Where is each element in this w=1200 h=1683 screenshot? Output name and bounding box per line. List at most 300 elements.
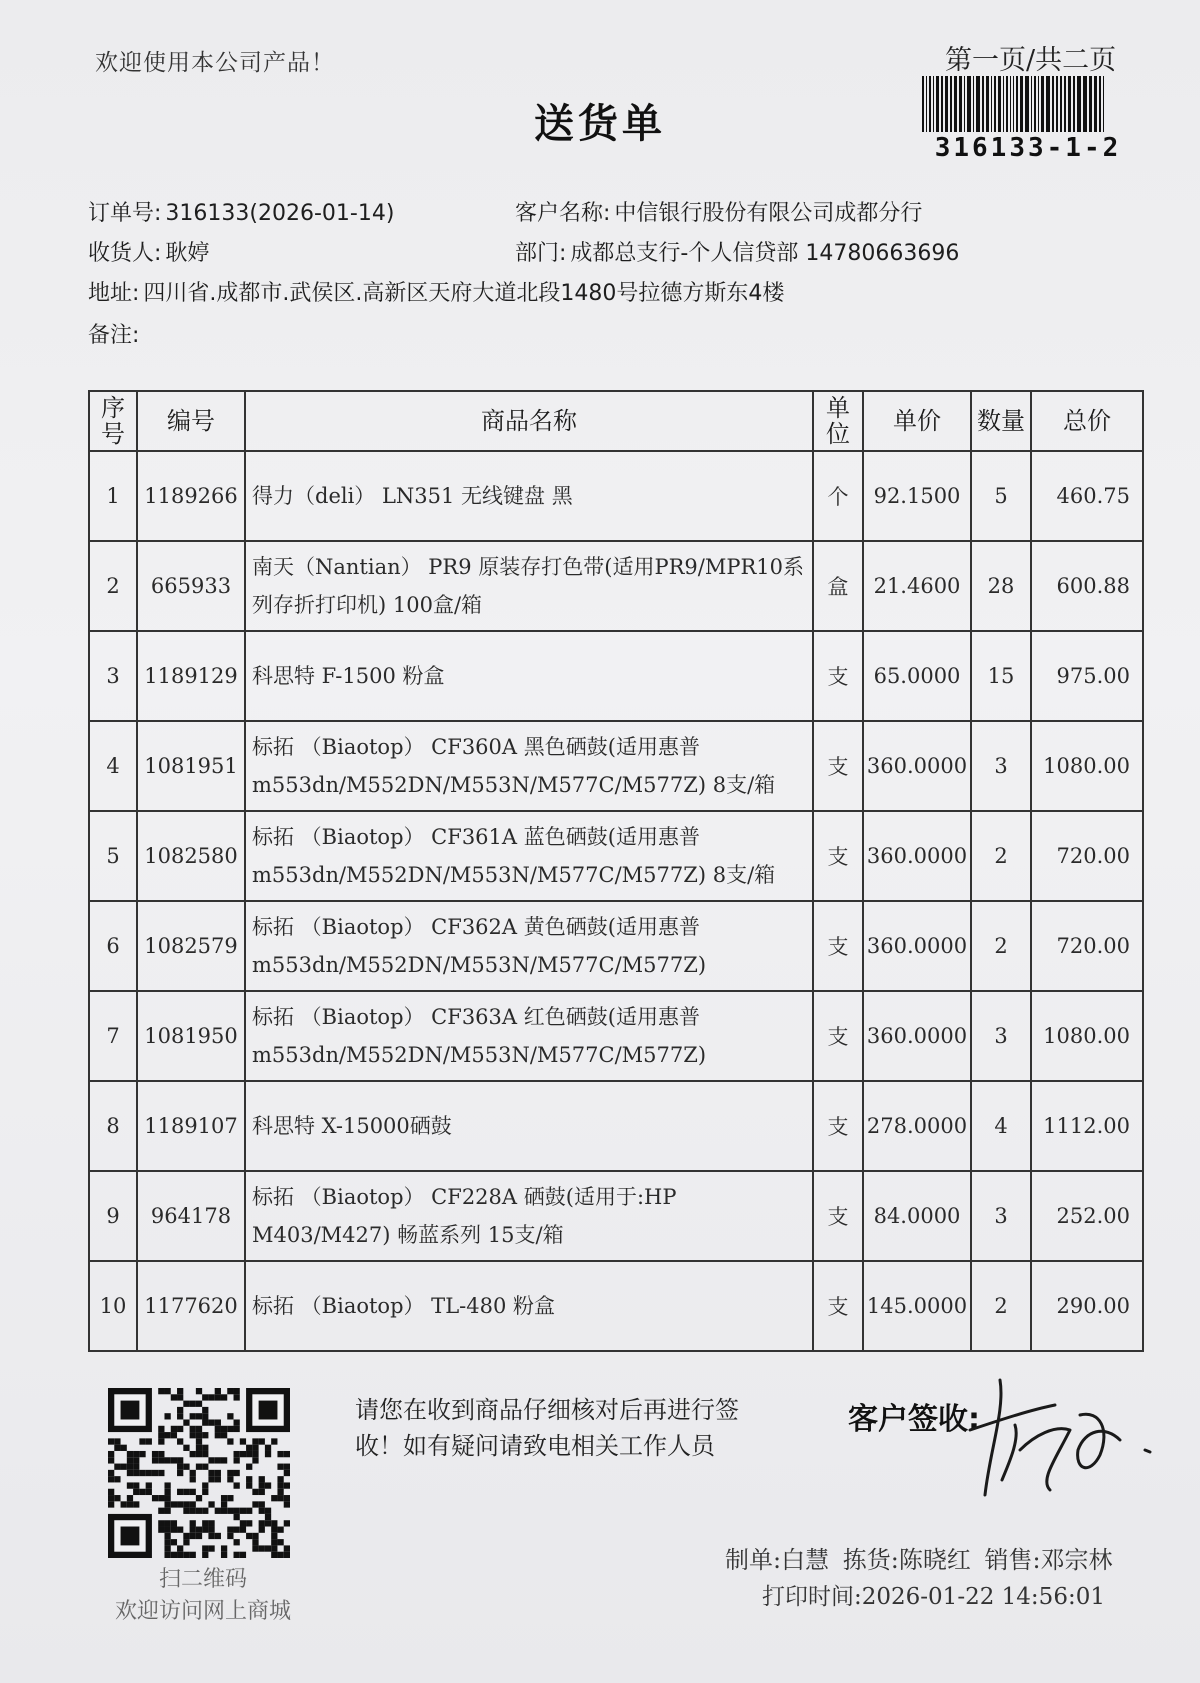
qr-module [177,1470,183,1476]
department-label: 部门: [515,241,567,266]
qr-module [139,1489,145,1495]
qr-module [240,1508,246,1514]
qr-module [177,1489,183,1495]
qr-module [252,1545,258,1551]
qr-module [171,1432,177,1438]
qr-module [284,1482,290,1488]
qr-module [215,1533,221,1539]
qr-caption-scan: 扫二维码 [158,1567,247,1592]
qr-module [277,1476,283,1482]
row-code-cell: 1189129 [137,631,245,721]
qr-module [252,1501,258,1507]
qr-module [284,1495,290,1501]
qr-module [208,1527,214,1533]
qr-module [227,1495,233,1501]
header-unit: 单位 [813,391,863,451]
header-seq: 序号 [89,391,137,451]
qr-module [164,1552,170,1558]
qr-module [284,1451,290,1457]
table-row [89,1261,1143,1351]
qr-module [108,1489,114,1495]
qr-module [234,1482,240,1488]
qr-finder-pattern [121,1527,140,1546]
row-total-cell: 600.88 [1031,541,1143,631]
qr-module [183,1539,189,1545]
qr-module [271,1438,277,1444]
qr-module [190,1432,196,1438]
qr-module [177,1413,183,1419]
qr-module [164,1489,170,1495]
qr-module [246,1464,252,1470]
handwritten-signature [960,1370,1160,1500]
row-name-cell: 科思特 F-1500 粉盒 [245,631,813,721]
qr-module [164,1388,170,1394]
qr-module [240,1527,246,1533]
qr-module [158,1438,164,1444]
receiver-value: 耿婷 [165,241,210,266]
qr-module [202,1407,208,1413]
qr-module [196,1413,202,1419]
row-price-cell: 278.0000 [863,1081,971,1171]
qr-module [190,1451,196,1457]
qr-module [234,1470,240,1476]
qr-module [127,1457,133,1463]
qr-module [215,1426,221,1432]
qr-module [202,1482,208,1488]
address-value: 四川省.成都市.武侯区.高新区天府大道北段1480号拉德方斯东4楼 [143,281,785,306]
header-total: 总价 [1031,391,1143,451]
qr-module [158,1508,164,1514]
qr-module [221,1426,227,1432]
qr-module [265,1451,271,1457]
qr-module [277,1489,283,1495]
qr-module [271,1533,277,1539]
qr-module [177,1457,183,1463]
qr-module [246,1482,252,1488]
qr-module [158,1451,164,1457]
qr-module [277,1482,283,1488]
qr-module [202,1451,208,1457]
qr-module [208,1457,214,1463]
row-code-cell: 1189266 [137,451,245,541]
qr-module [215,1476,221,1482]
qr-module [208,1533,214,1539]
qr-module [259,1482,265,1488]
row-seq-cell: 5 [89,811,137,901]
receiver-label: 收货人: [88,241,162,266]
qr-module [171,1527,177,1533]
qr-module [183,1464,189,1470]
row-price-cell: 360.0000 [863,721,971,811]
row-total-cell: 460.75 [1031,451,1143,541]
qr-module [234,1457,240,1463]
qr-module [164,1527,170,1533]
qr-module [114,1476,120,1482]
row-seq-cell: 9 [89,1171,137,1261]
order-number-label: 订单号: [88,201,162,226]
qr-module [127,1470,133,1476]
qr-module [133,1451,139,1457]
row-qty-cell: 2 [971,811,1031,901]
qr-module [158,1426,164,1432]
row-name-cell: 标拓 （Biaotop） CF228A 硒鼓(适用于:HP M403/M427) 畅蓝系列 15支/箱 [245,1171,813,1261]
qr-module [196,1508,202,1514]
qr-module [133,1457,139,1463]
row-name-cell: 标拓 （Biaotop） CF360A 黑色硒鼓(适用惠普 m553dn/M552DN/M553N/M577C/M577Z) 8支/箱 [245,721,813,811]
qr-caption-welcome: 欢迎访问网上商城 [114,1599,291,1624]
qr-finder-pattern [121,1401,140,1420]
qr-module [164,1457,170,1463]
qr-module [190,1489,196,1495]
qr-module [139,1438,145,1444]
qr-module [234,1527,240,1533]
qr-module [202,1520,208,1526]
qr-module [227,1413,233,1419]
qr-module [202,1394,208,1400]
row-code-cell: 1082579 [137,901,245,991]
table-row [89,991,1143,1081]
row-unit-cell: 支 [813,811,863,901]
qr-module [177,1394,183,1400]
qr-module [277,1527,283,1533]
qr-module [234,1426,240,1432]
qr-module [183,1445,189,1451]
qr-module [114,1464,120,1470]
qr-module [271,1520,277,1526]
qr-module [252,1533,258,1539]
header-code: 编号 [137,391,245,451]
header-unit-price: 单价 [863,391,971,451]
qr-module [114,1495,120,1501]
qr-module [183,1508,189,1514]
qr-module [196,1533,202,1539]
qr-module [240,1552,246,1558]
qr-module [121,1501,127,1507]
qr-module [171,1426,177,1432]
qr-module [190,1470,196,1476]
qr-module [164,1533,170,1539]
qr-module [190,1508,196,1514]
qr-module [252,1438,258,1444]
qr-module [265,1520,271,1526]
row-seq-cell: 8 [89,1081,137,1171]
qr-module [190,1426,196,1432]
qr-module [146,1482,152,1488]
qr-module [177,1501,183,1507]
qr-module [171,1457,177,1463]
qr-module [284,1501,290,1507]
qr-module [259,1438,265,1444]
row-qty-cell: 3 [971,991,1031,1081]
qr-module [221,1552,227,1558]
qr-module [190,1533,196,1539]
qr-module [183,1552,189,1558]
customer-name-label: 客户名称: [515,201,611,226]
barcode-number: 316133-1-2 [934,133,1122,163]
qr-module [208,1520,214,1526]
qr-module [215,1470,221,1476]
row-name-cell: 标拓 （Biaotop） TL-480 粉盒 [245,1261,813,1351]
row-seq-cell: 4 [89,721,137,811]
qr-module [164,1520,170,1526]
qr-module [259,1476,265,1482]
qr-module [108,1495,114,1501]
qr-module [221,1545,227,1551]
qr-module [152,1451,158,1457]
qr-module [196,1527,202,1533]
qr-module [202,1464,208,1470]
row-unit-cell: 支 [813,991,863,1081]
qr-module [196,1464,202,1470]
row-seq-cell: 7 [89,991,137,1081]
qr-module [158,1520,164,1526]
table-row [89,1171,1143,1261]
qr-module [246,1445,252,1451]
qr-module [146,1489,152,1495]
qr-module [265,1514,271,1520]
qr-module [190,1552,196,1558]
qr-module [240,1451,246,1457]
row-total-cell: 1080.00 [1031,991,1143,1081]
qr-module [202,1489,208,1495]
qr-module [227,1476,233,1482]
address-field [88,276,784,307]
qr-module [277,1539,283,1545]
table-row [89,901,1143,991]
qr-module [183,1501,189,1507]
qr-module [171,1394,177,1400]
qr-module [196,1401,202,1407]
row-total-cell: 1080.00 [1031,721,1143,811]
row-seq-cell: 10 [89,1261,137,1351]
table-row [89,811,1143,901]
table-row [89,631,1143,721]
qr-module [277,1464,283,1470]
qr-module [252,1451,258,1457]
row-qty-cell: 2 [971,1261,1031,1351]
qr-module [259,1489,265,1495]
row-qty-cell: 15 [971,631,1031,721]
row-unit-cell: 支 [813,1171,863,1261]
qr-module [215,1508,221,1514]
row-name-cell: 得力（deli） LN351 无线键盘 黑 [245,451,813,541]
row-code-cell: 1177620 [137,1261,245,1351]
qr-module [259,1508,265,1514]
qr-module [196,1438,202,1444]
row-code-cell: 1189107 [137,1081,245,1171]
welcome-text: 欢迎使用本公司产品！ [95,50,335,76]
qr-module [252,1445,258,1451]
qr-module [108,1501,114,1507]
qr-module [240,1520,246,1526]
qr-module [227,1438,233,1444]
customer-name-value: 中信银行股份有限公司成都分行 [614,201,923,226]
qr-module [164,1495,170,1501]
qr-module [265,1545,271,1551]
qr-module [183,1401,189,1407]
qr-module [164,1413,170,1419]
qr-module [108,1470,114,1476]
qr-module [208,1419,214,1425]
table-row [89,541,1143,631]
qr-module [139,1470,145,1476]
row-qty-cell: 2 [971,901,1031,991]
picker-text: 拣货:陈晓红 [842,1546,971,1574]
qr-module [202,1432,208,1438]
qr-module [234,1451,240,1457]
row-price-cell: 360.0000 [863,811,971,901]
qr-module [177,1407,183,1413]
row-unit-cell: 支 [813,1261,863,1351]
qr-module [259,1545,265,1551]
qr-module [234,1388,240,1394]
qr-module [190,1520,196,1526]
row-qty-cell: 4 [971,1081,1031,1171]
qr-module [183,1489,189,1495]
qr-module [114,1438,120,1444]
qr-module [284,1470,290,1476]
qr-module [133,1470,139,1476]
row-price-cell: 360.0000 [863,991,971,1081]
row-seq-cell: 3 [89,631,137,721]
qr-module [108,1438,114,1444]
qr-module [196,1426,202,1432]
row-name-cell: 南天（Nantian） PR9 原装存打色带(适用PR9/MPR10系列存折打印机) 100盒/箱 [245,541,813,631]
document-title: 送货单 [534,100,666,147]
page-indicator: 第一页/共二页 [945,45,1117,76]
qr-module [146,1470,152,1476]
table-row [89,721,1143,811]
qr-module [227,1527,233,1533]
qr-module [202,1413,208,1419]
row-qty-cell: 3 [971,721,1031,811]
row-name-cell: 标拓 （Biaotop） CF361A 蓝色硒鼓(适用惠普 m553dn/M552DN/M553N/M577C/M577Z) 8支/箱 [245,811,813,901]
table-row [89,451,1143,541]
qr-module [227,1470,233,1476]
qr-module [234,1552,240,1558]
table-header-row [89,391,1143,451]
qr-module [252,1539,258,1545]
qr-module [221,1495,227,1501]
qr-module [146,1438,152,1444]
customer-sign-label: 客户签收: [848,1402,980,1437]
qr-module [202,1552,208,1558]
qr-module [227,1388,233,1394]
qr-module [127,1464,133,1470]
order-number-field [88,196,394,227]
row-qty-cell: 28 [971,541,1031,631]
sales-text: 销售:邓宗林 [984,1546,1113,1574]
qr-module [208,1394,214,1400]
qr-module [127,1451,133,1457]
qr-module [208,1476,214,1482]
qr-module [227,1508,233,1514]
qr-module [158,1432,164,1438]
qr-module [190,1527,196,1533]
row-unit-cell: 支 [813,1081,863,1171]
qr-module [208,1545,214,1551]
qr-module [277,1495,283,1501]
qr-module [152,1470,158,1476]
qr-module [196,1495,202,1501]
qr-module [246,1533,252,1539]
staff-line [725,1540,1119,1575]
qr-module [158,1495,164,1501]
row-seq-cell: 1 [89,451,137,541]
row-price-cell: 84.0000 [863,1171,971,1261]
qr-module [190,1476,196,1482]
qr-code-image [108,1388,290,1558]
qr-module [164,1482,170,1488]
qr-module [240,1438,246,1444]
qr-module [158,1527,164,1533]
qr-module [196,1445,202,1451]
qr-module [177,1545,183,1551]
qr-module [190,1501,196,1507]
qr-module [196,1388,202,1394]
row-name-cell: 标拓 （Biaotop） CF362A 黄色硒鼓(适用惠普 m553dn/M552DN/M553N/M577C/M577Z) [245,901,813,991]
qr-module [164,1508,170,1514]
qr-module [246,1508,252,1514]
qr-module [277,1451,283,1457]
row-seq-cell: 2 [89,541,137,631]
row-qty-cell: 5 [971,451,1031,541]
row-unit-cell: 支 [813,721,863,811]
qr-module [127,1482,133,1488]
row-total-cell: 252.00 [1031,1171,1143,1261]
qr-module [246,1520,252,1526]
qr-module [158,1388,164,1394]
row-total-cell: 975.00 [1031,631,1143,721]
qr-module [234,1419,240,1425]
qr-module [139,1451,145,1457]
qr-module [284,1464,290,1470]
qr-module [177,1388,183,1394]
items-table [88,390,1144,1352]
qr-module [221,1432,227,1438]
qr-module [127,1495,133,1501]
qr-module [271,1495,277,1501]
qr-module [133,1489,139,1495]
qr-module [164,1501,170,1507]
qr-module [234,1539,240,1545]
qr-module [158,1457,164,1463]
row-code-cell: 1081950 [137,991,245,1081]
qr-module [158,1470,164,1476]
address-label: 地址: [88,281,140,306]
qr-module [177,1438,183,1444]
qr-module [202,1419,208,1425]
qr-module [259,1527,265,1533]
qr-module [227,1426,233,1432]
remark-field [88,318,143,349]
qr-module [284,1520,290,1526]
receiver-field [88,236,209,267]
qr-module [252,1457,258,1463]
row-total-cell: 1112.00 [1031,1081,1143,1171]
row-code-cell: 665933 [137,541,245,631]
qr-module [277,1552,283,1558]
row-unit-cell: 个 [813,451,863,541]
row-total-cell: 720.00 [1031,901,1143,991]
row-unit-cell: 盒 [813,541,863,631]
print-time: 打印时间:2026-01-22 14:56:01 [762,1584,1105,1610]
qr-module [133,1501,139,1507]
qr-module [152,1457,158,1463]
header-quantity: 数量 [971,391,1031,451]
qr-module [259,1501,265,1507]
qr-module [127,1501,133,1507]
